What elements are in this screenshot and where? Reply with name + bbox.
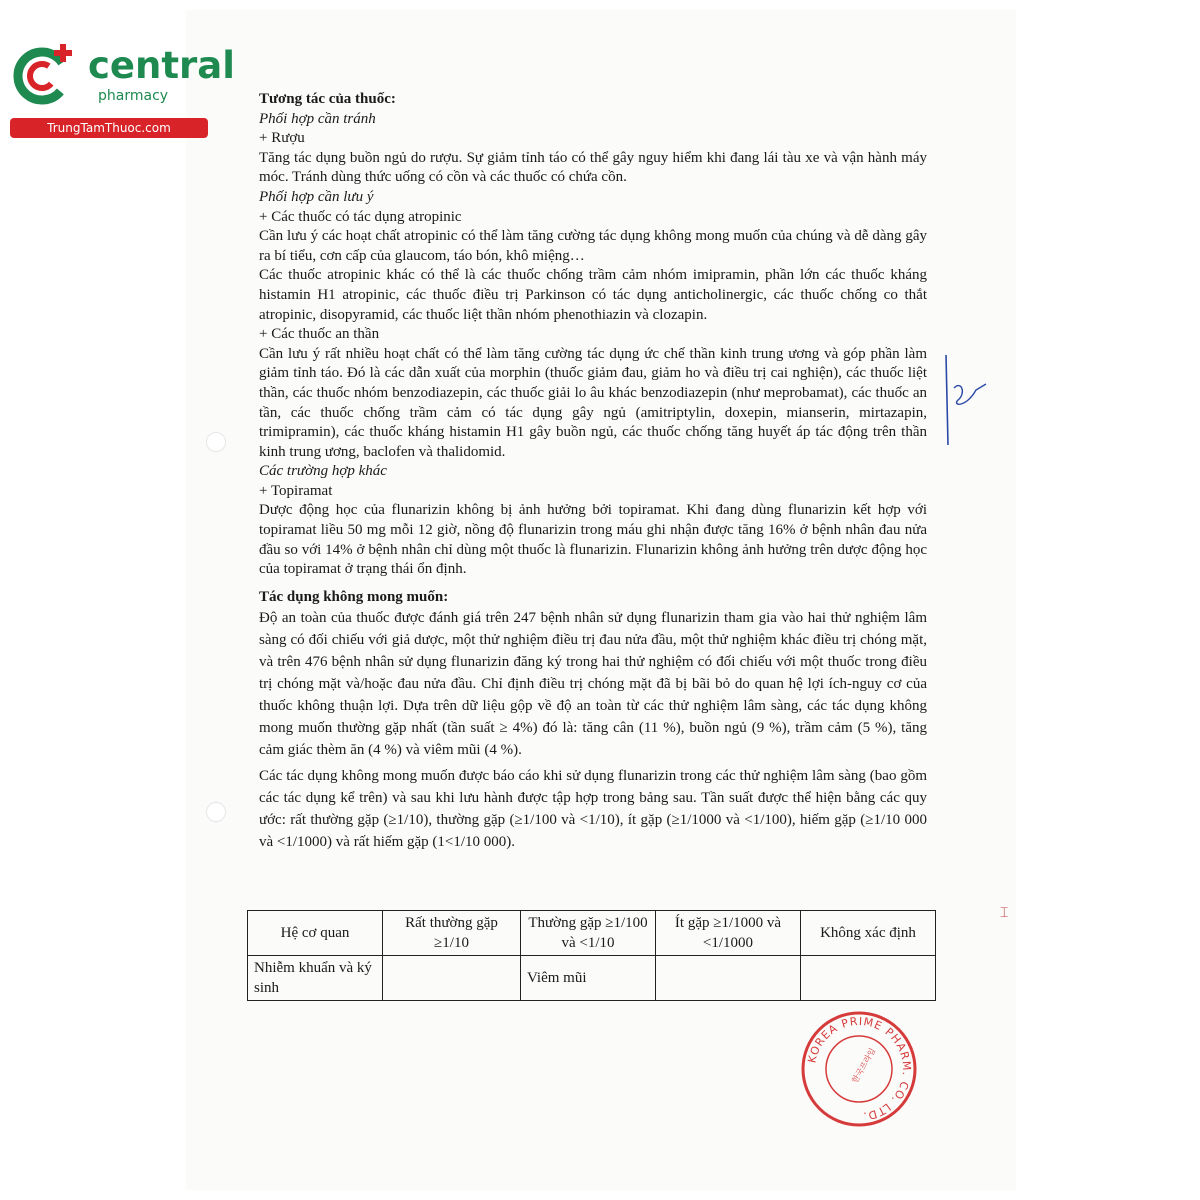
- svg-text:한국프라임: 한국프라임: [850, 1046, 878, 1085]
- item-label: + Các thuốc có tác dụng atropinic: [259, 208, 462, 225]
- punch-hole: [206, 432, 226, 452]
- punch-hole: [206, 802, 226, 822]
- item-label: + Topiramat: [259, 482, 333, 499]
- paragraph: Độ an toàn của thuốc được đánh giá trên 247 bệnh nhân sử dụng flunarizin tham gia vào hai thử nghiệm lâm sàng có đối chiếu với giả dược, một thử nghiệm điều trị đau nửa đầu, một thử nghiệm khác điều trị chóng mặt, và trên 476 bệnh nhân sử dụng flunarizin đăng ký trong hai thử nghiệm có đối chiếu với một thuốc trong điều trị chóng mặt và/hoặc đau nửa đầu. Chỉ định điều trị chóng mặt đã bị bãi bỏ do quan hệ lợi ích-nguy cơ của thuốc không thuận lợi. Dựa trên dữ liệu gộp về độ an toàn từ các thử nghiệm lâm sàng, các tác dụng không mong muốn thường gặp nhất (tần suất ≥ 4%) đó là: tăng cân (11 %), buồn ngủ (9 %), trầm cảm (5 %), tăng cảm giác thèm ăn (4 %) và viêm mũi (4 %).: [259, 610, 927, 759]
- table-header-row: [248, 911, 936, 956]
- paragraph: Cần lưu ý các hoạt chất atropinic có thể làm tăng cường tác dụng không mong muốn của chúng và dễ dàng gây ra bí tiểu, cơn cấp của glaucom, táo bón, khô miệng…: [259, 228, 927, 264]
- table-cell: Nhiễm khuẩn và ký sinh: [248, 956, 383, 1001]
- adverse-effects-table: [247, 910, 936, 1001]
- paragraph: Các thuốc atropinic khác có thể là các thuốc chống trầm cảm nhóm imipramin, phần lớn các thuốc kháng histamin H1 atropinic, các thuốc điều trị Parkinson có tác dụng anticholinergic, các thuốc chống co thắt atropinic, disopyramid, các thuốc liệt thần nhóm phenothiazin và clozapin.: [259, 267, 927, 323]
- pharmacy-logo-icon: [10, 38, 82, 110]
- section-heading: Tác dụng không mong muốn:: [259, 588, 449, 605]
- subheading: Các trường hợp khác: [259, 463, 387, 480]
- paragraph: Cần lưu ý rất nhiều hoạt chất có thể làm tăng cường tác dụng ức chế thần kinh trung ương và góp phần làm giảm tỉnh táo. Đó là các dẫn xuất của morphin (thuốc giảm đau, giảm ho và điều trị cai nghiện), các thuốc liệt thần, các thuốc nhóm benzodiazepin, các thuốc giải lo âu khác benzodiazepin (như meprobamat), các thuốc an tần, các thuốc chống trầm cảm có tác dụng gây ngủ (amitriptylin, doxepin, mianserin, mirtazapin, trimipramin), các thuốc kháng histamin H1 gây buồn ngủ, các thuốc chống tăng huyết áp tác động trên thần kinh trung ương, baclofen và thalidomid.: [259, 345, 927, 460]
- logo-brand: central: [88, 44, 235, 87]
- document-body: [259, 90, 927, 853]
- item-label: + Các thuốc an thần: [259, 326, 380, 343]
- logo-subtitle: pharmacy: [98, 88, 169, 104]
- paragraph: Tăng tác dụng buồn ngủ do rượu. Sự giảm tỉnh táo có thể gây nguy hiểm khi đang lái tàu xe và vận hành máy móc. Tránh dùng thức uống có cồn và các thuốc có chứa cồn.: [259, 149, 927, 186]
- paragraph: Dược động học của flunarizin không bị ảnh hưởng bởi topiramat. Khi đang dùng flunarizin kết hợp với topiramat liều 50 mg mỗi 12 giờ, nồng độ flunarizin trong máu ghi nhận được tăng 16% ở bệnh nhân đau nửa đầu so với 14% ở bệnh nhân chỉ dùng một thuốc là flunarizin. Flunarizin không ảnh hưởng trên dược động học của topiramat ở trạng thái ổn định.: [259, 502, 927, 578]
- edge-mark: ⌶: [1000, 905, 1009, 921]
- logo-url[interactable]: TrungTamThuoc.com: [10, 118, 208, 138]
- table-cell: Viêm mũi: [521, 956, 656, 1001]
- table-header-cell: Thường gặp ≥1/100 và <1/10: [521, 911, 656, 956]
- table-header-cell: Hệ cơ quan: [248, 911, 383, 956]
- subheading: Phối hợp cần tránh: [259, 110, 376, 127]
- table-header-cell: Rất thường gặp ≥1/10: [383, 911, 521, 956]
- paragraph: Các tác dụng không mong muốn được báo cáo khi sử dụng flunarizin trong các thử nghiệm lâm sàng (bao gồm các tác dụng kể trên) và sau khi lưu hành được tập hợp trong bảng sau. Tần suất được thể hiện bằng các quy ước: rất thường gặp (≥1/10), thường gặp (≥1/100 và <1/10), ít gặp (≥1/1000 và <1/100), hiếm gặp (≥1/10 000 và <1/1000) và rất hiếm gặp (1<1/10 000).: [259, 768, 927, 851]
- section-heading: Tương tác của thuốc:: [259, 91, 396, 107]
- subheading: Phối hợp cần lưu ý: [259, 188, 374, 205]
- central-pharmacy-logo[interactable]: [10, 38, 235, 138]
- table-cell: [656, 956, 801, 1001]
- table-cell: [801, 956, 936, 1001]
- table-header-cell: Không xác định: [801, 911, 936, 956]
- table-row: [248, 956, 936, 1001]
- signature-mark-icon: [936, 350, 992, 450]
- company-stamp-icon: [800, 1010, 918, 1128]
- table-header-cell: Ít gặp ≥1/1000 và <1/1000: [656, 911, 801, 956]
- table-cell: [383, 956, 521, 1001]
- item-label: + Rượu: [259, 130, 305, 147]
- stamp-text: KOREA PRIME PHARM. CO. LTD.: [805, 1014, 914, 1123]
